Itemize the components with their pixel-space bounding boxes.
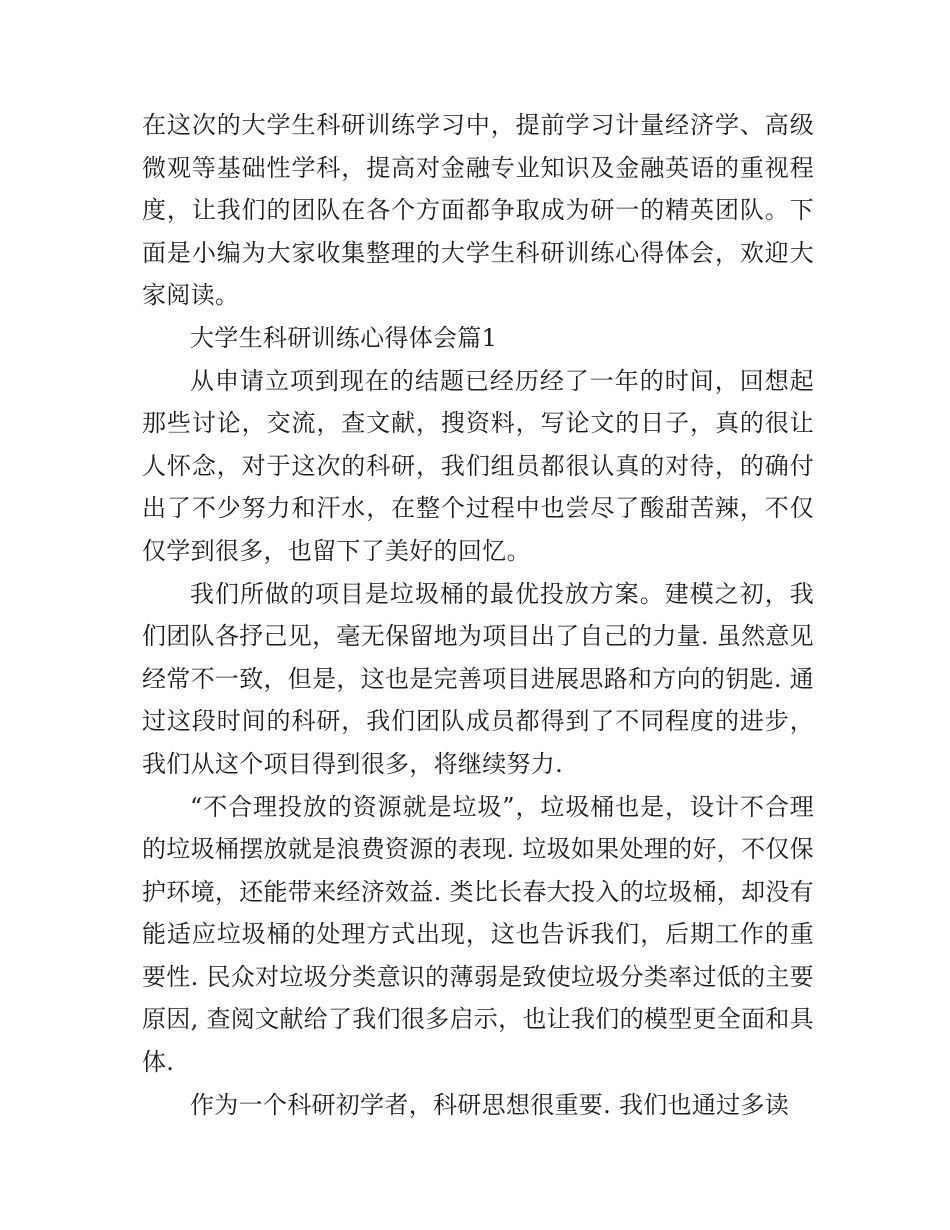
section-title: 大学生科研训练心得体会篇1 [190, 323, 498, 352]
intro-paragraph: 在这次的大学生科研训练学习中，提前学习计量经济学、高级微观等基础性学科，提高对金融专业知识及金融英语的重视程度，让我们的团队在各个方面都争取成为研一的精英团队。下面是小编为大家收集整理的大学生科研训练心得体会，欢迎大家阅读。 [142, 111, 814, 310]
body-paragraph-4: 作为一个科研初学者，科研思想很重要. 我们也通过多读 [190, 1090, 790, 1119]
body-paragraph-3: “不合理投放的资源就是垃圾”，垃圾桶也是，设计不合理的垃圾桶摆放就是浪费资源的表现. 垃圾如果处理的好，不仅保护环境，还能带来经济效益. 类比长春大投入的垃圾桶，却没有能适应垃圾桶的处理方式出现，这也告诉我们，后期工作的重要性. 民众对垃圾分类意识的薄弱是致使垃圾分类率过低的主要原因, 查阅文献给了我们很多启示，也让我们的模型更全面和具体. [142, 792, 814, 1077]
body-paragraph-1: 从申请立项到现在的结题已经历经了一年的时间，回想起那些讨论，交流，查文献，搜资料，写论文的日子，真的很让人怀念，对于这次的科研，我们组员都很认真的对待，的确付出了不少努力和汗水，在整个过程中也尝尽了酸甜苦辣，不仅仅学到很多，也留下了美好的回忆。 [142, 366, 814, 565]
body-paragraph-2: 我们所做的项目是垃圾桶的最优投放方案。建模之初，我们团队各抒己见，毫无保留地为项目出了自己的力量. 虽然意见经常不一致，但是，这也是完善项目进展思路和方向的钥匙. 通过这段时间的科研，我们团队成员都得到了不同程度的进步，我们从这个项目得到很多，将继续努力. [142, 579, 814, 778]
document-body [142, 104, 814, 1126]
